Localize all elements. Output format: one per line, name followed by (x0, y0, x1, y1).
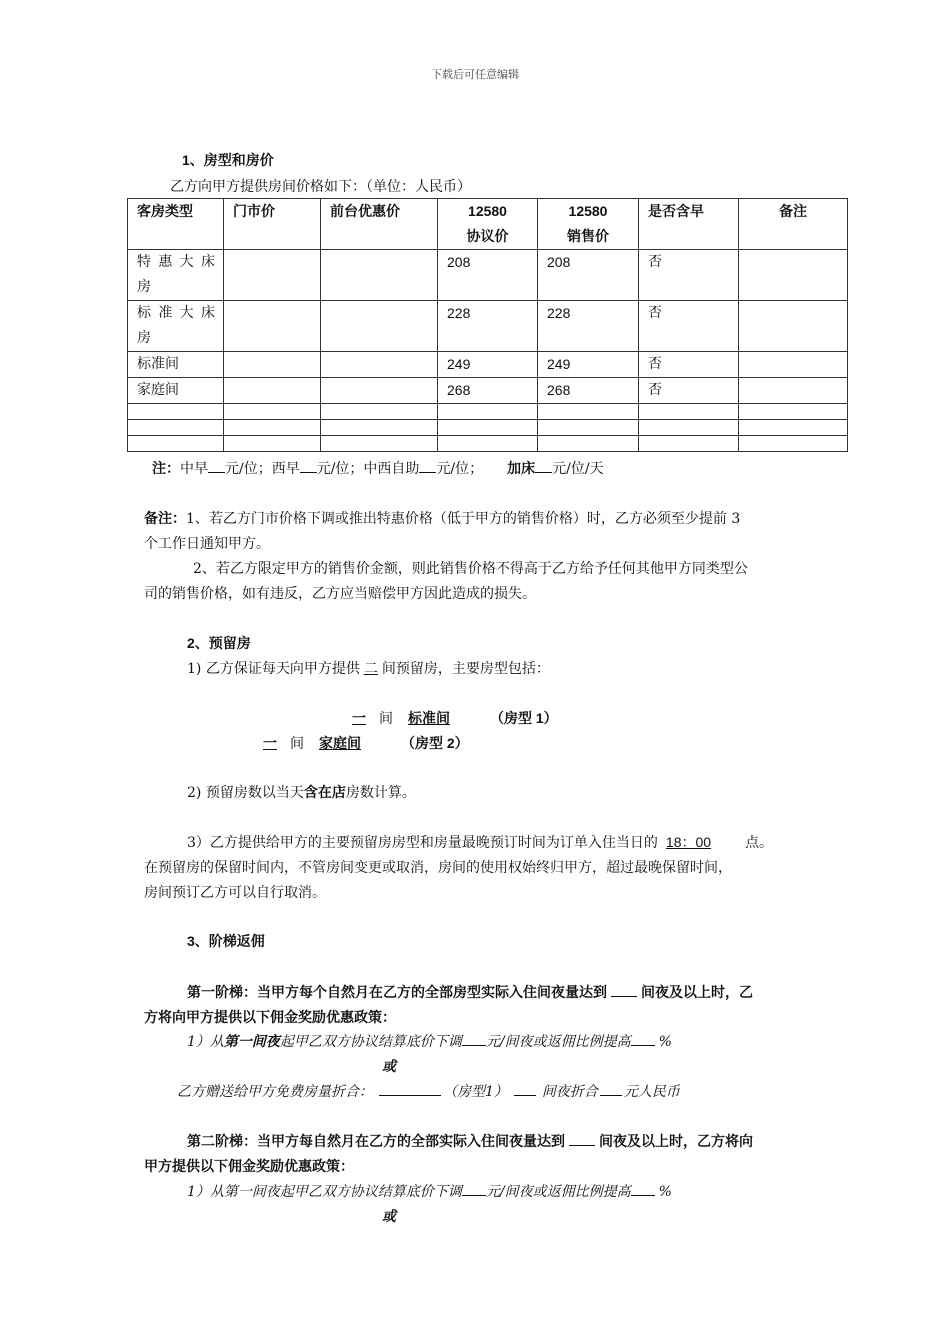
cell-note (739, 352, 848, 378)
table-row (128, 352, 848, 378)
table-row-empty (128, 404, 848, 420)
col-front-price: 前台优惠价 (321, 199, 438, 250)
remark-1-line-2: 个工作日通知甲方。 (144, 536, 270, 552)
remark-2-line-2: 司的销售价格，如有违反，乙方应当赔偿甲方因此造成的损失。 (144, 586, 536, 602)
tier-1-line-2: 方将向甲方提供以下佣金奖励优惠政策： (144, 1009, 396, 1025)
section-1-title: 1、房型和房价 (182, 152, 274, 168)
cell-front (321, 378, 438, 404)
cell-front (321, 301, 438, 352)
table-row (128, 301, 848, 352)
cell-agreement: 208 (438, 250, 538, 301)
reserve-para-1: 1) 乙方保证每天向甲方提供 二 间预留房，主要房型包括： (187, 661, 550, 677)
cell-sale: 208 (538, 250, 639, 301)
col-store-price: 门市价 (224, 199, 321, 250)
cell-room-type: 标准间 (128, 352, 224, 378)
reserve-para-3-line-3: 房间预订乙方可以自行取消。 (144, 885, 326, 901)
reserve-room-1: 一 间 标准间 （房型 1） (352, 710, 558, 727)
cell-store (224, 301, 321, 352)
tier-1-option-1: 1）从第一间夜起甲乙双方协议结算底价下调 元/间夜或返佣比例提高 % (187, 1033, 672, 1050)
cell-room-type: 标准大床 房 (128, 301, 224, 352)
cell-agreement: 228 (438, 301, 538, 352)
tier-1-option-2: 乙方赠送给甲方免费房量折合： （房型1） 间夜折合 元人民币 (177, 1081, 680, 1101)
cell-agreement: 249 (438, 352, 538, 378)
reserve-para-2: 2) 预留房数以当天含在店房数计算。 (187, 784, 416, 801)
tier-2-line-2: 甲方提供以下佣金奖励优惠政策： (144, 1158, 354, 1174)
col-note: 备注 (739, 199, 848, 250)
table-row-empty (128, 436, 848, 452)
cell-breakfast: 否 (639, 352, 739, 378)
table-row (128, 378, 848, 404)
cell-agreement: 268 (438, 378, 538, 404)
tier-2-option-1: 1）从第一间夜起甲乙双方协议结算底价下调 元/间夜或返佣比例提高 % (187, 1181, 672, 1201)
reserve-para-3-line-1: 3）乙方提供给甲方的主要预留房房型和房量最晚预订时间为订单入住当日的 18：00 点。 (187, 834, 774, 851)
cell-room-type: 特惠大床 房 (128, 250, 224, 301)
cell-breakfast: 否 (639, 301, 739, 352)
remark-2-line-1: 2、若乙方限定甲方的销售价金额，则此销售价格不得高于乙方给予任何其他甲方同类型公 (193, 561, 748, 577)
cell-room-type: 家庭间 (128, 378, 224, 404)
cell-sale: 228 (538, 301, 639, 352)
price-intro: 乙方向甲方提供房间价格如下：（单位：人民币） (170, 179, 471, 195)
cell-sale: 268 (538, 378, 639, 404)
cell-store (224, 250, 321, 301)
table-row-empty (128, 420, 848, 436)
cell-store (224, 378, 321, 404)
col-breakfast: 是否含早 (639, 199, 739, 250)
cell-note (739, 250, 848, 301)
tier-2-or: 或 (382, 1209, 396, 1225)
tier-2-line-1: 第二阶梯：当甲方每自然月在乙方的全部实际入住间夜量达到 间夜及以上时，乙方将向 (187, 1133, 753, 1149)
remark-1-line-1: 备注：1、若乙方门市价格下调或推出特惠价格（低于甲方的销售价格）时，乙方必须至少提前 3 (144, 510, 741, 527)
room-price-table (127, 198, 848, 452)
cell-front (321, 352, 438, 378)
reserve-para-3-line-2: 在预留房的保留时间内，不管房间变更或取消，房间的使用权始终归甲方，超过最晚保留时间， (144, 860, 732, 876)
cell-front (321, 250, 438, 301)
table-row (128, 250, 848, 301)
cell-breakfast: 否 (639, 250, 739, 301)
price-note: 注：中早 元/位；西早 元/位；中西自助 元/位； 加床 元/位/天 (152, 460, 604, 477)
cell-note (739, 301, 848, 352)
table-header-row (128, 199, 848, 250)
cell-note (739, 378, 848, 404)
cell-store (224, 352, 321, 378)
cell-breakfast: 否 (639, 378, 739, 404)
reserve-room-2: 一 间 家庭间 （房型 2） (263, 735, 469, 752)
col-agreement-price: 12580 协议价 (438, 199, 538, 250)
tier-1-line-1: 第一阶梯：当甲方每个自然月在乙方的全部房型实际入住间夜量达到 间夜及以上时，乙 (187, 984, 753, 1000)
section-2-title: 2、预留房 (187, 635, 251, 651)
cell-sale: 249 (538, 352, 639, 378)
col-sale-price: 12580 销售价 (538, 199, 639, 250)
page-header: 下载后可任意编辑 (431, 68, 519, 81)
section-3-title: 3、阶梯返佣 (187, 933, 265, 949)
col-room-type: 客房类型 (128, 199, 224, 250)
tier-1-or: 或 (382, 1059, 396, 1075)
